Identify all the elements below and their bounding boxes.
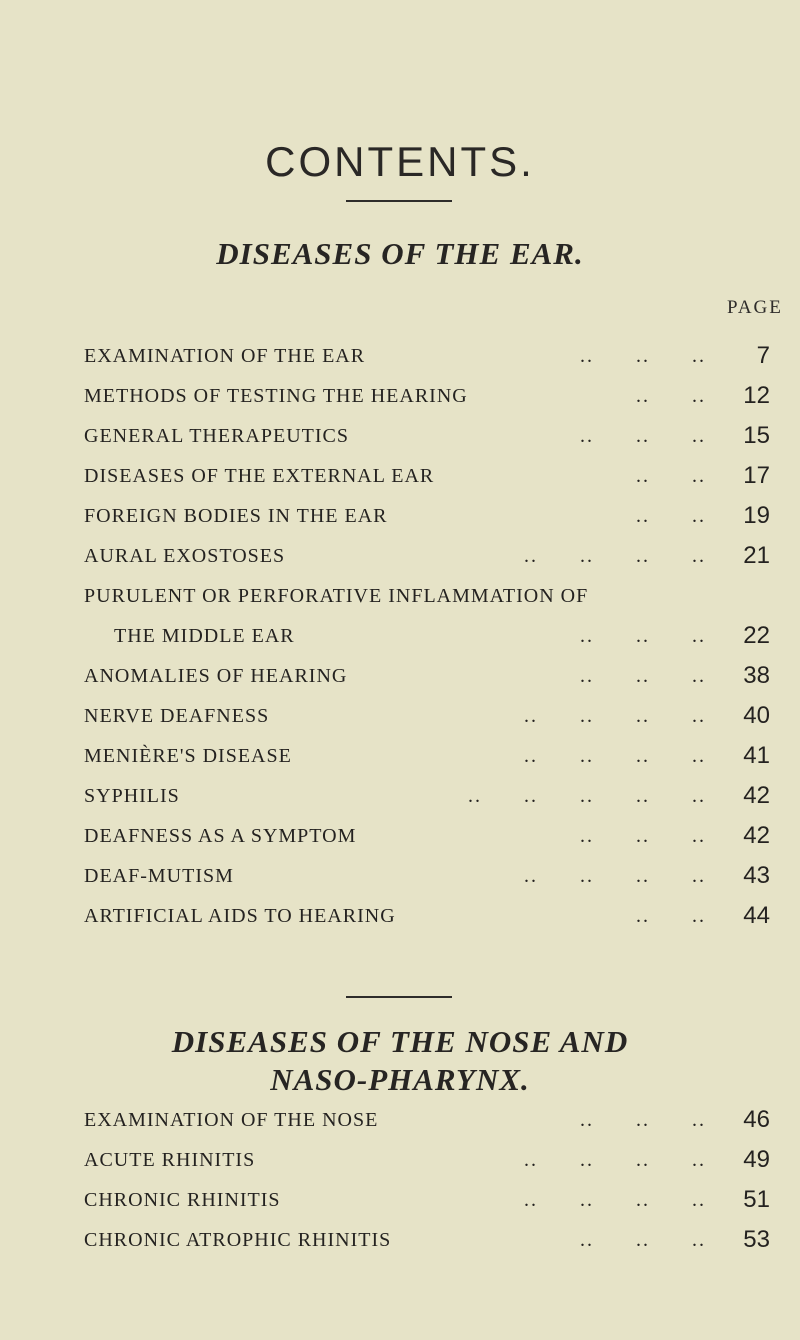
toc-leader-dots: .. .. .. ..: [524, 1189, 706, 1211]
toc-leader-dots: .. ..: [636, 465, 706, 487]
toc-entry-page: 46: [743, 1106, 770, 1133]
toc-entry-page: 49: [743, 1146, 770, 1173]
toc-entry-title: EXAMINATION OF THE EAR: [84, 345, 366, 367]
toc-entry-page: 41: [743, 742, 770, 769]
toc-entry: [0, 776, 800, 816]
toc-entry-page: 51: [743, 1186, 770, 1213]
toc-entry: [0, 656, 800, 696]
toc-entry-title: EXAMINATION OF THE NOSE: [84, 1109, 379, 1131]
toc-entry-title: FOREIGN BODIES IN THE EAR: [84, 505, 388, 527]
toc-entry-title: DEAF-MUTISM: [84, 865, 234, 887]
toc-entry-title: AURAL EXOSTOSES: [84, 545, 286, 567]
toc-entry-title: ANOMALIES OF HEARING: [84, 665, 348, 687]
toc-leader-dots: .. .. ..: [580, 1109, 706, 1131]
toc-entry: [0, 536, 800, 576]
toc-leader-dots: .. .. .. ..: [524, 865, 706, 887]
section-heading-nose-line-2: NASO-PHARYNX.: [270, 1062, 530, 1097]
section-divider: [346, 996, 452, 998]
page-column-label: PAGE: [727, 297, 783, 318]
toc-leader-dots: .. .. .. ..: [524, 1149, 706, 1171]
toc-entry: [0, 1180, 800, 1220]
toc-leader-dots: .. ..: [636, 905, 706, 927]
toc-entry: [0, 1100, 800, 1140]
toc-leader-dots: .. .. ..: [580, 665, 706, 687]
toc-entry-page: 42: [743, 822, 770, 849]
toc-entry-page: 15: [743, 422, 770, 449]
toc-entry: [0, 576, 800, 616]
toc-entry-page: 43: [743, 862, 770, 889]
toc-entry-page: 40: [743, 702, 770, 729]
toc-entry: [0, 1140, 800, 1180]
toc-entry: [0, 616, 800, 656]
toc-entry-page: 22: [743, 622, 770, 649]
toc-leader-dots: .. .. ..: [580, 625, 706, 647]
section-heading-ear: DISEASES OF THE EAR.: [216, 236, 584, 271]
toc-entry: [0, 856, 800, 896]
toc-entry: [0, 376, 800, 416]
toc-entry: [0, 736, 800, 776]
toc-entry: [0, 416, 800, 456]
toc-entry-title: CHRONIC RHINITIS: [84, 1189, 281, 1211]
toc-entry: [0, 456, 800, 496]
toc-entry: [0, 1220, 800, 1260]
toc-entry-title: ARTIFICIAL AIDS TO HEARING: [84, 905, 396, 927]
toc-entry-title: THE MIDDLE EAR: [114, 625, 295, 647]
toc-leader-dots: .. .. ..: [580, 1229, 706, 1251]
toc-leader-dots: .. .. .. .. ..: [468, 785, 706, 807]
toc-entry-page: 38: [743, 662, 770, 689]
toc-entry-title: DEAFNESS AS A SYMPTOM: [84, 825, 357, 847]
toc-leader-dots: .. ..: [636, 505, 706, 527]
page-title: CONTENTS.: [265, 138, 535, 185]
toc-entry-page: 7: [756, 342, 770, 369]
toc-leader-dots: .. .. .. ..: [524, 545, 706, 567]
toc-entry: [0, 336, 800, 376]
toc-entry-title: SYPHILIS: [84, 785, 180, 807]
toc-entry-title: METHODS OF TESTING THE HEARING: [84, 385, 468, 407]
toc-entry-title: CHRONIC ATROPHIC RHINITIS: [84, 1229, 392, 1251]
toc-entry-page: 44: [743, 902, 770, 929]
toc-entry: [0, 896, 800, 936]
toc-entry: [0, 496, 800, 536]
toc-leader-dots: .. .. .. ..: [524, 705, 706, 727]
toc-leader-dots: .. .. ..: [580, 825, 706, 847]
toc-leader-dots: .. .. .. ..: [524, 745, 706, 767]
toc-entry-page: 12: [743, 382, 770, 409]
toc-entry-page: 42: [743, 782, 770, 809]
toc-entry-title: ACUTE RHINITIS: [84, 1149, 256, 1171]
toc-entry-title: PURULENT OR PERFORATIVE INFLAMMATION OF: [84, 585, 589, 607]
toc-entry-page: 19: [743, 502, 770, 529]
toc-entry-title: DISEASES OF THE EXTERNAL EAR: [84, 465, 435, 487]
toc-entry-title: MENIÈRE'S DISEASE: [84, 745, 292, 767]
toc-entry-page: 17: [743, 462, 770, 489]
toc-entry-page: 53: [743, 1226, 770, 1253]
toc-entry-page: 21: [743, 542, 770, 569]
toc-leader-dots: .. ..: [636, 385, 706, 407]
toc-entry-title: GENERAL THERAPEUTICS: [84, 425, 349, 447]
toc-entry: [0, 816, 800, 856]
toc-leader-dots: .. .. ..: [580, 345, 706, 367]
section-heading-nose: DISEASES OF THE NOSE AND: [171, 1024, 629, 1059]
title-divider: [346, 200, 452, 202]
toc-entry-title: NERVE DEAFNESS: [84, 705, 270, 727]
toc-entry: [0, 696, 800, 736]
toc-leader-dots: .. .. ..: [580, 425, 706, 447]
